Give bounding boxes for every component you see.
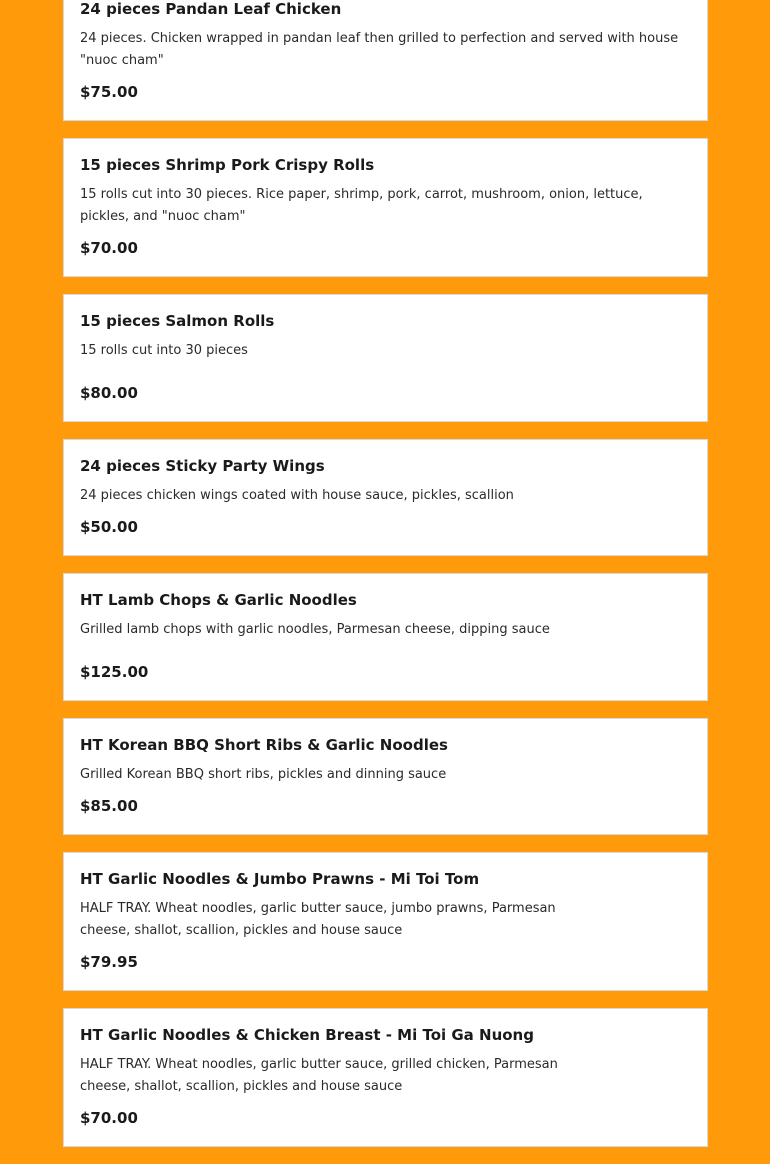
menu-item-price: $125.00 <box>80 663 149 681</box>
menu-item-description: Grilled Korean BBQ short ribs, pickles and dinning sauce <box>80 767 447 782</box>
menu-item-price: $75.00 <box>80 83 138 101</box>
menu-item-description: 15 rolls cut into 30 pieces. Rice paper, shrimp, pork, carrot, mushroom, onion, lettuce, pickles, and "nuoc cham" <box>80 187 643 224</box>
menu-item-name: HT Garlic Noodles & Chicken Breast - Mi Toi Ga Nuong <box>80 1026 534 1044</box>
menu-item-name: 15 pieces Shrimp Pork Crispy Rolls <box>80 156 375 174</box>
menu-item-card[interactable] <box>63 439 708 556</box>
menu-item-card[interactable] <box>63 852 708 991</box>
menu-item-name: 15 pieces Salmon Rolls <box>80 312 275 330</box>
menu-item-name: HT Garlic Noodles & Jumbo Prawns - Mi Toi Tom <box>80 870 480 888</box>
menu-item-price: $80.00 <box>80 384 138 402</box>
menu-item-description: HALF TRAY. Wheat noodles, garlic butter sauce, grilled chicken, Parmesan cheese, shallot, scallion, pickles and house sauce <box>80 1057 558 1094</box>
menu-item-card[interactable] <box>63 573 708 701</box>
menu-item-name: HT Lamb Chops & Garlic Noodles <box>80 591 357 609</box>
menu-item-description: HALF TRAY. Wheat noodles, garlic butter sauce, jumbo prawns, Parmesan cheese, shallot, scallion, pickles and house sauce <box>80 901 556 938</box>
menu-item-description: Grilled lamb chops with garlic noodles, Parmesan cheese, dipping sauce <box>80 622 550 637</box>
menu-item-price: $70.00 <box>80 1109 138 1127</box>
menu-item-card[interactable] <box>63 718 708 835</box>
menu-item-description: 24 pieces. Chicken wrapped in pandan leaf then grilled to perfection and served with house "nuoc cham" <box>80 31 679 68</box>
menu-item-name: HT Korean BBQ Short Ribs & Garlic Noodles <box>80 736 448 754</box>
menu-item-price: $85.00 <box>80 797 138 815</box>
menu-item-name: 24 pieces Sticky Party Wings <box>80 457 325 475</box>
menu-item-description: 24 pieces chicken wings coated with house sauce, pickles, scallion <box>80 488 514 503</box>
menu-item-name: 24 pieces Pandan Leaf Chicken <box>80 0 342 18</box>
menu-item-description: 15 rolls cut into 30 pieces <box>80 343 248 358</box>
menu-item-card[interactable] <box>63 1008 708 1147</box>
menu-item-card[interactable] <box>63 138 708 277</box>
menu-item-list <box>63 0 708 1164</box>
menu-item-price: $50.00 <box>80 518 138 536</box>
menu-item-price: $70.00 <box>80 239 138 257</box>
menu-item-card[interactable] <box>63 0 708 121</box>
menu-item-card[interactable] <box>63 294 708 422</box>
menu-item-price: $79.95 <box>80 953 138 971</box>
